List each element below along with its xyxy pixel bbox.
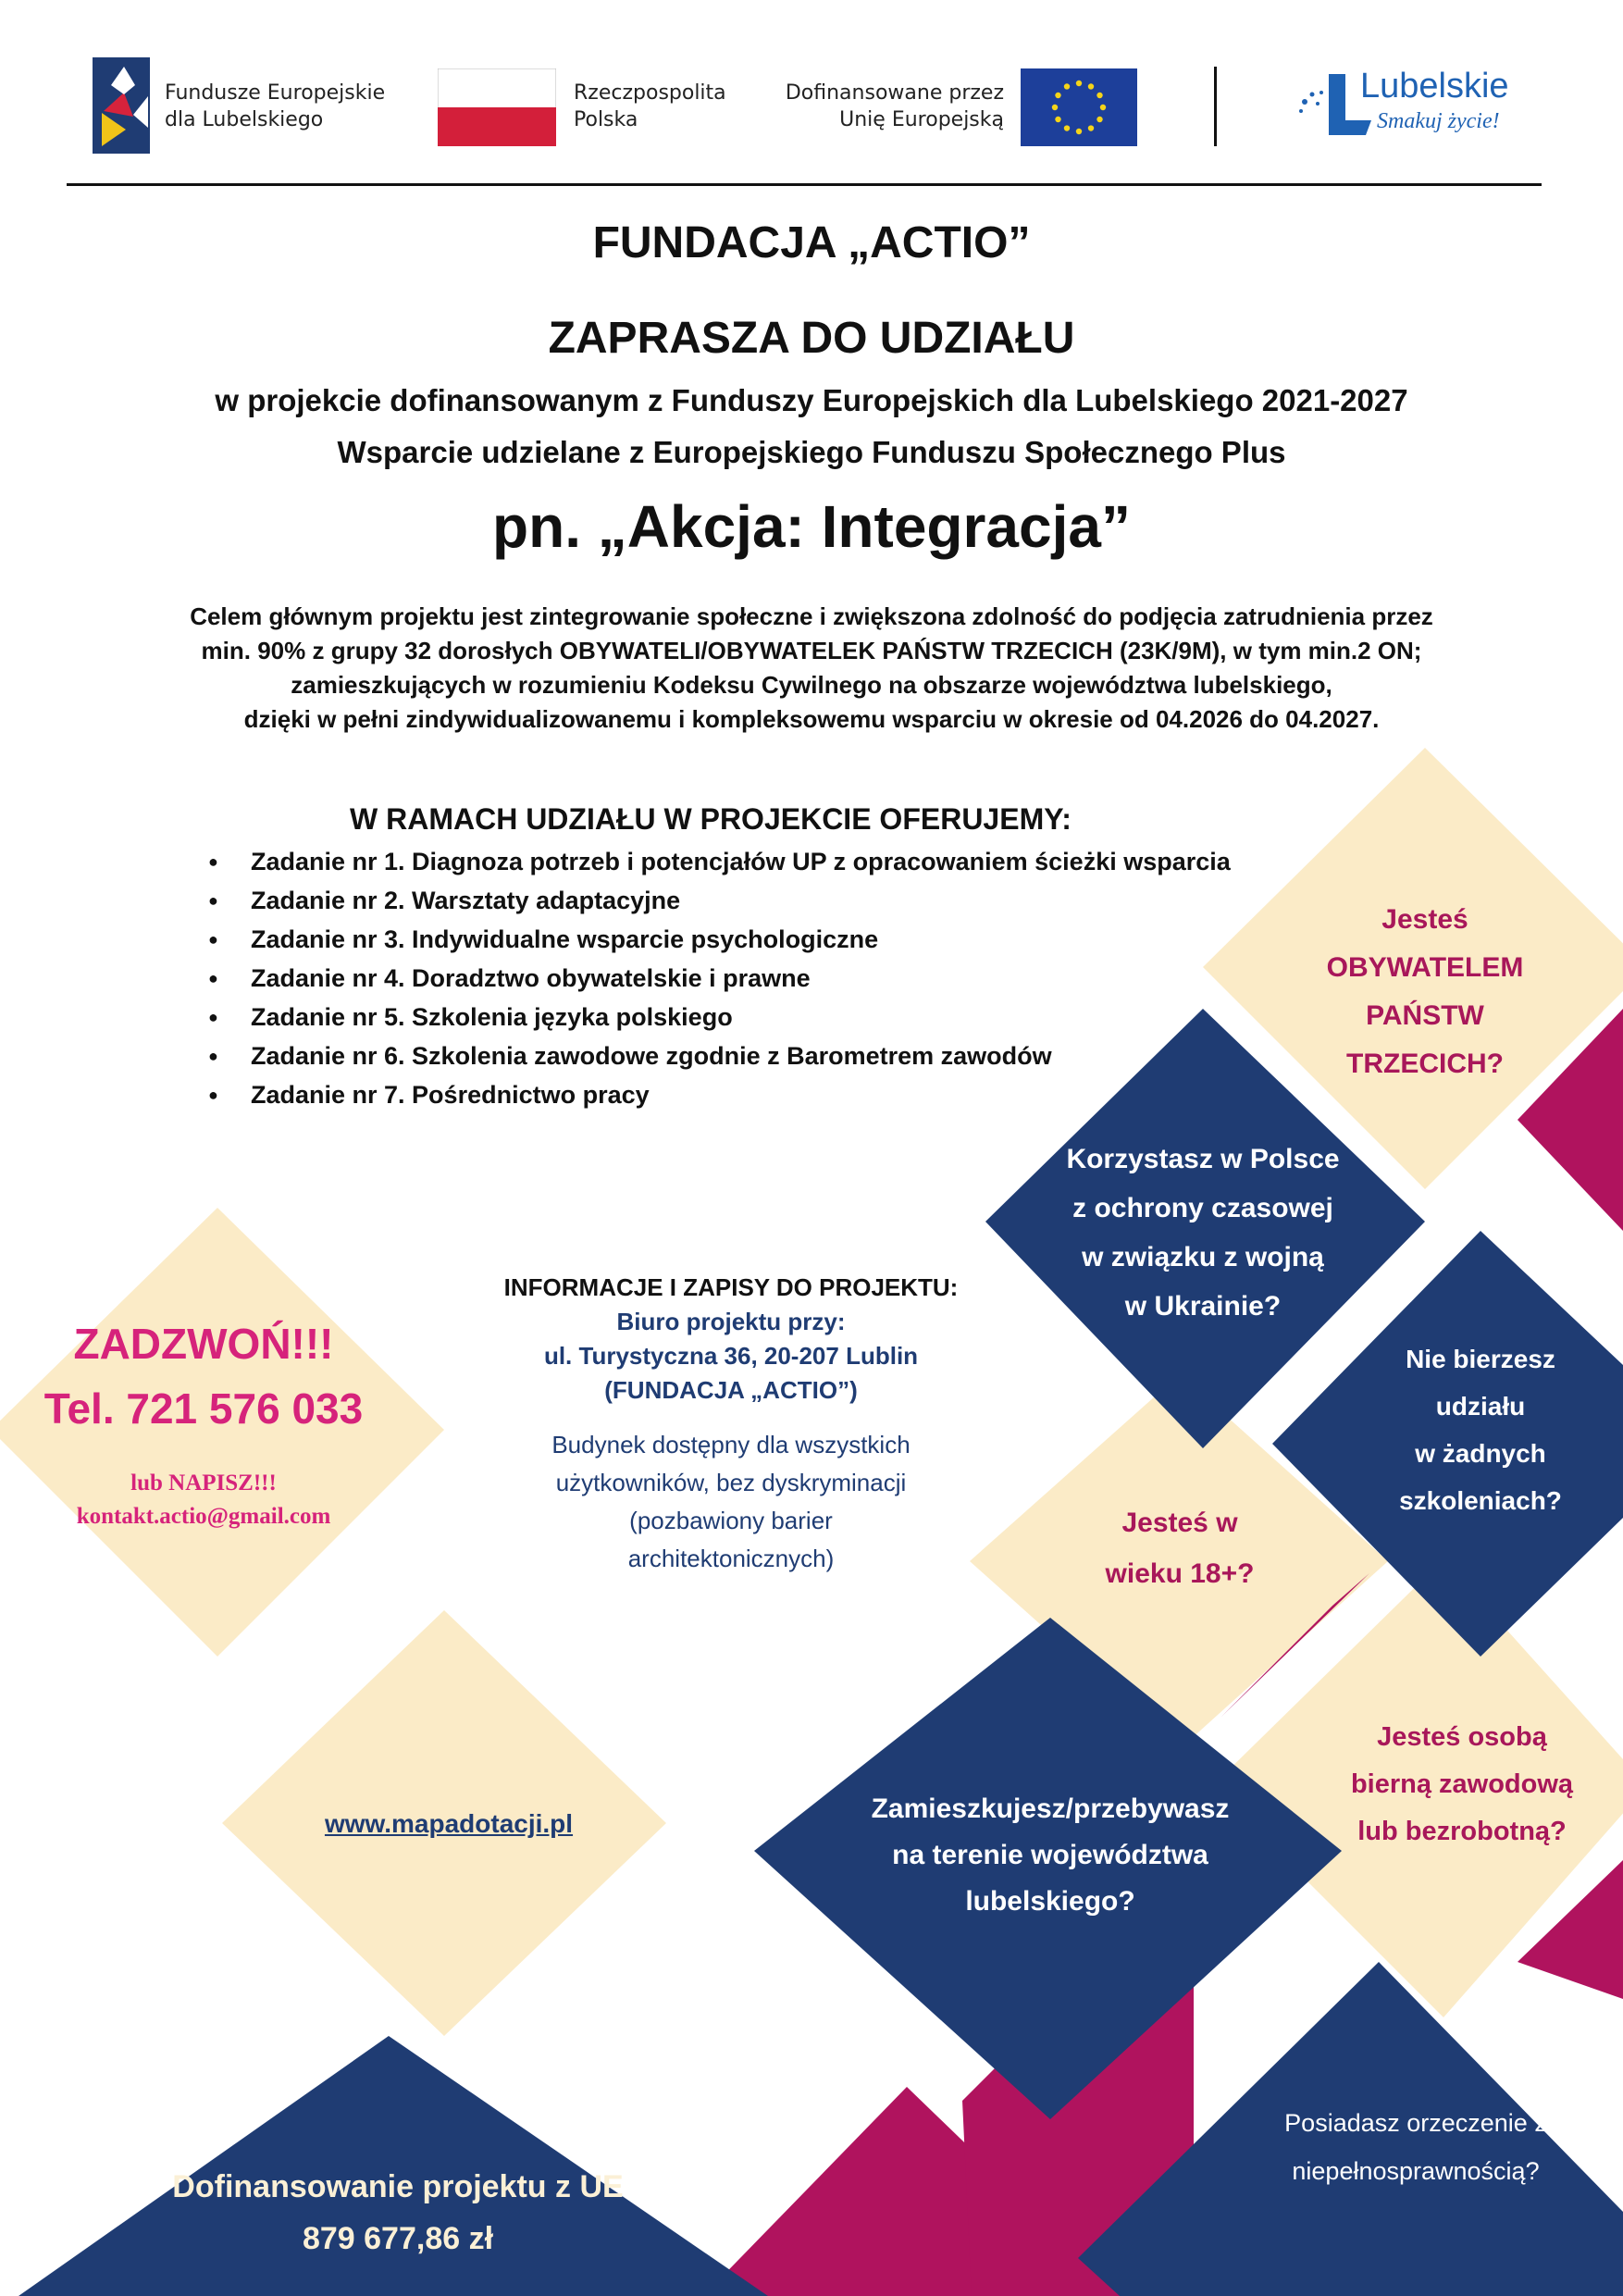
organization-title: FUNDACJA „ACTIO” [592,218,1031,267]
task-list [208,842,1300,1114]
question-line: w Ukrainie? [1124,1291,1282,1322]
question-disability [1240,2099,1592,2195]
info-office: Biuro projektu przy: [616,1308,846,1335]
question-line: PAŃSTW [1366,1000,1484,1031]
fe-line1: Fundusze Europejskie [165,81,386,105]
question-line: OBYWATELEM [1326,952,1524,983]
task-item: ● Zadanie nr 4. Doradztwo obywatelskie i prawne [208,959,1300,998]
eu-star-icon [1076,129,1082,134]
info-heading: INFORMACJE I ZAPISY DO PROJEKTU: [503,1273,959,1301]
task-item: ● Zadanie nr 6. Szkolenia zawodowe zgodnie z Barometrem zawodów [208,1036,1300,1075]
invite-title: ZAPRASZA DO UDZIAŁU [548,314,1075,363]
eu-star-icon [1052,105,1058,110]
funding-info [130,2161,666,2265]
question-line: lub bezrobotną? [1357,1817,1567,1846]
eu-star-icon [1088,83,1094,89]
fe-logo-text [165,80,385,133]
question-line: z ochrony czasowej [1072,1193,1333,1223]
question-line: w żadnych [1415,1439,1546,1468]
task-item: ● Zadanie nr 2. Warsztaty adaptacyjne [208,881,1300,920]
question-age [1059,1497,1300,1599]
phone-number[interactable]: Tel. 721 576 033 [43,1384,364,1433]
eu-star-icon [1096,93,1102,98]
question-line: bierną zawodową [1350,1769,1574,1799]
funding-amount: 879 677,86 zł [302,2221,494,2256]
write-label: lub NAPISZ!!! [130,1471,277,1496]
question-line: Jesteś w [1121,1508,1238,1538]
question-temporary-protection [1055,1135,1351,1331]
eu-line2: Unię Europejską [839,108,1004,131]
eu-star-icon [1064,125,1070,130]
question-line: niepełnosprawnością? [1292,2157,1540,2185]
info-org: (FUNDACJA „ACTIO”) [604,1376,858,1404]
project-info [453,1271,1009,1578]
eu-star-icon [1076,81,1082,86]
rp-line1: Rzeczpospolita [574,81,726,105]
task-item: ● Zadanie nr 5. Szkolenia języka polskiego [208,998,1300,1036]
header-separator [1214,67,1217,146]
info-address: ul. Turystyczna 36, 20-207 Lublin [543,1342,919,1370]
question-no-training [1360,1335,1601,1524]
goal-line: Celem głównym projektu jest zintegrowanie społeczne i zwiększona zdolność do podjęcia zatrudnienia przez [190,602,1433,630]
subtitle-funding: w projekcie dofinansowanym z Funduszy Europejskich dla Lubelskiego 2021-2027 [215,383,1408,417]
question-line: na terenie województwa [892,1840,1208,1870]
project-goal [37,600,1586,737]
question-line: Nie bierzesz [1406,1345,1555,1373]
question-line: Zamieszkujesz/przebywasz [871,1793,1230,1824]
call-label: ZADZWOŃ!!! [73,1320,334,1368]
write-block [0,1467,407,1533]
eu-star-icon [1055,117,1060,122]
website-link[interactable]: www.mapadotacji.pl [324,1809,574,1838]
fe-logo-icon [93,57,150,154]
subtitle-efs: Wsparcie udzielane z Europejskiego Funduszu Społecznego Plus [337,435,1286,469]
project-name: pn. „Akcja: Integracja” [492,493,1131,560]
eu-star-icon [1096,117,1102,122]
goal-line: zamieszkujących w rozumieniu Kodeksu Cywilnego na obszarze województwa lubelskiego, [291,671,1332,699]
note-line: (pozbawiony barier [629,1507,833,1534]
eu-logo-text [777,80,1004,133]
question-line: Jesteś osobą [1377,1722,1547,1752]
email-link[interactable]: kontakt.actio@gmail.com [76,1504,331,1529]
funding-label: Dofinansowanie projektu z UE [172,2169,624,2204]
question-line: Posiadasz orzeczenie z [1284,2109,1547,2137]
eu-line1: Dofinansowane przez [785,81,1004,105]
question-line: udziału [1435,1392,1526,1421]
lubelskie-name: Lubelskie [1360,67,1509,105]
note-line: Budynek dostępny dla wszystkich [551,1431,911,1458]
header-divider [67,183,1542,186]
task-item: ● Zadanie nr 3. Indywidualne wsparcie psychologiczne [208,920,1300,959]
polish-flag-icon [438,68,556,146]
question-line: TRZECICH? [1346,1049,1504,1079]
eu-flag-icon [1021,68,1137,146]
offer-heading: W RAMACH UDZIAŁU W PROJEKCIE OFERUJEMY: [350,802,1072,836]
rp-logo-text [574,80,726,133]
note-line: architektonicznych) [627,1545,835,1572]
question-unemployed [1323,1714,1601,1855]
question-line: w związku z wojną [1082,1242,1324,1272]
question-line: Korzystasz w Polsce [1066,1144,1340,1174]
eu-star-icon [1064,83,1070,89]
eu-star-icon [1088,125,1094,130]
question-line: Jesteś [1381,904,1468,935]
fe-line2: dla Lubelskiego [165,108,324,131]
rp-line2: Polska [574,108,638,131]
question-third-country [1286,896,1564,1088]
goal-line: min. 90% z grupy 32 dorosłych OBYWATELI/OBYWATELEK PAŃSTW TRZECICH (23K/9M), w tym min.2 ON; [201,637,1422,664]
question-line: lubelskiego? [965,1886,1135,1917]
eu-star-icon [1055,93,1060,98]
task-item: ● Zadanie nr 1. Diagnoza potrzeb i potencjałów UP z opracowaniem ścieżki wsparcia [208,842,1300,881]
question-residence [833,1786,1268,1925]
goal-line: dzięki w pełni zindywidualizowanemu i kompleksowemu wsparciu w okresie od 04.2026 do 04.2027. [243,705,1380,733]
question-line: szkoleniach? [1399,1486,1562,1515]
task-item: ● Zadanie nr 7. Pośrednictwo pracy [208,1075,1300,1114]
note-line: użytkowników, bez dyskryminacji [555,1469,907,1496]
eu-star-icon [1100,105,1106,110]
question-line: wieku 18+? [1105,1558,1255,1589]
accessibility-note [453,1426,1009,1578]
lubelskie-slogan: Smakuj życie! [1377,109,1500,133]
